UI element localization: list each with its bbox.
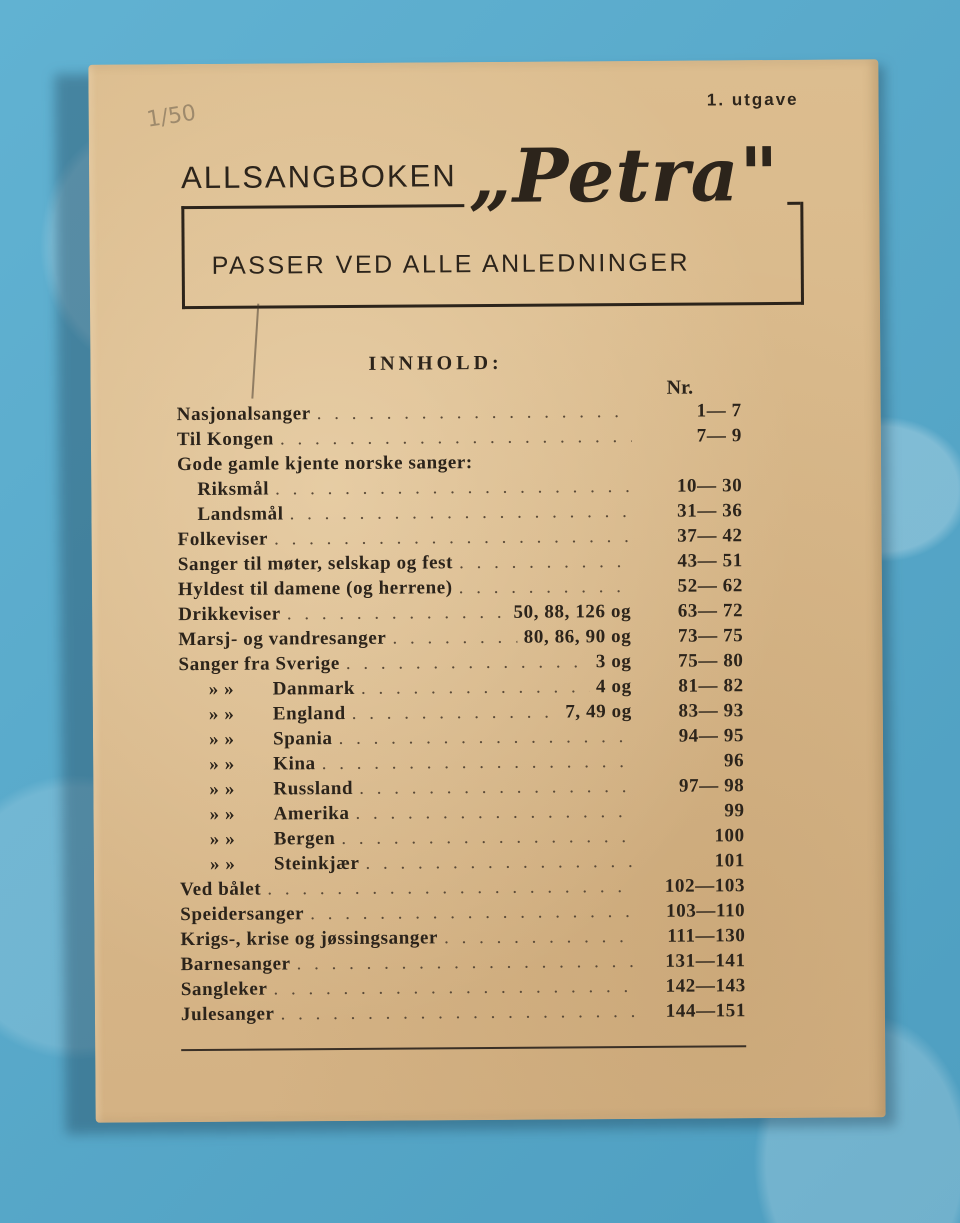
leader-dots [355,801,634,825]
book-title: „Petra" [468,131,780,221]
toc-also-numbers: 4 og [595,675,632,698]
leader-dots [275,476,632,500]
toc-title-text: Steinkjær [273,852,360,875]
toc-title-text: Bergen [273,828,336,850]
toc-title [177,452,473,476]
toc-number-range: 142—143 [665,975,746,997]
leader-dots [365,851,635,875]
toc-number-range: 31— 36 [677,500,743,522]
toc-title-text: Marsj- og vandresanger [178,627,387,651]
leader-dots [273,976,635,1001]
toc-title [179,703,346,726]
toc-number-range: 43— 51 [677,550,743,572]
toc-title [179,803,349,826]
toc-title [180,879,261,902]
toc-title [180,853,360,876]
leader-dots [280,426,632,450]
leader-dots [310,901,635,925]
ditto-mark: » » [209,778,236,800]
toc-number-range: 37— 42 [677,525,743,547]
leader-dots [359,776,634,800]
toc-title [179,778,353,801]
number-column-header: Nr. [666,376,694,399]
leader-dots [280,1001,636,1025]
toc-also-numbers: 7, 49 og [565,700,632,723]
toc-title-text: Sanger til møter, selskap og fest [177,552,454,576]
toc-title [179,728,333,751]
toc-title [180,927,438,951]
toc-title [177,403,311,426]
leader-dots [267,876,635,901]
toc-title [179,678,355,701]
toc-title-text: Sangleker [180,978,268,1001]
toc-title-text: Amerika [273,802,350,825]
toc-title-text: Folkeviser [177,528,269,551]
leader-dots [392,627,517,650]
toc-number-range: 97— 98 [678,775,745,797]
ditto-mark: » » [208,728,235,750]
leader-dots [322,751,635,775]
ditto-mark: » » [209,803,236,825]
toc-title [177,503,283,526]
leader-dots [361,676,590,700]
toc-number-range: 144—151 [665,1000,747,1022]
toc-number-range: 111—130 [667,925,746,947]
leader-dots [444,926,636,949]
bottom-rule [181,1045,746,1051]
ditto-mark: » » [208,703,235,725]
toc-title [181,979,268,1002]
leader-dots [297,951,636,975]
pen-stroke [251,304,259,399]
table-of-contents [177,400,746,1029]
toc-title-text: Krigs-, krise og jøssingsanger [180,927,439,951]
toc-title-text: Drikkeviser [178,603,281,626]
toc-title-text: Landsmål [197,503,284,526]
toc-title [178,653,340,676]
leader-dots [287,602,508,626]
toc-title-text: Spania [272,728,333,750]
ditto-mark: » » [208,678,235,700]
toc-row [181,1000,746,1029]
book-subtitle: PASSER VED ALLE ANLEDNINGER [211,248,691,280]
toc-number-range: 103—110 [666,900,746,922]
toc-title-text: Speidersanger [180,903,305,926]
toc-title [177,479,269,502]
toc-title [178,603,281,626]
toc-number-range: 99 [724,800,745,822]
toc-number-range: 73— 75 [677,625,744,647]
toc-title-text: Barnesanger [180,953,291,976]
book-cover [88,59,885,1122]
leader-dots [341,826,635,850]
toc-also-numbers: 3 og [595,650,632,673]
leader-dots [289,501,632,525]
toc-title-text: Hyldest til damene (og herrene) [177,577,453,601]
toc-title-text: Riksmål [197,478,270,501]
leader-dots [339,726,635,750]
pencil-mark: 1/50 [145,100,198,133]
toc-number-range: 75— 80 [678,650,744,672]
toc-title-text: Danmark [272,677,356,700]
toc-title-text: Julesanger [180,1003,275,1026]
toc-title-text: England [272,702,346,725]
toc-title-text: Nasjonalsanger [176,403,311,426]
title-frame-top-right [787,202,800,205]
toc-number-range: 83— 93 [678,700,744,722]
toc-number-range: 7— 9 [696,425,742,447]
toc-number-range: 81— 82 [678,675,744,697]
ditto-mark: » » [209,853,236,875]
toc-title [178,628,386,651]
leader-dots [459,576,633,599]
toc-title [177,428,274,451]
leader-dots [346,651,590,675]
toc-number-range: 102—103 [664,875,746,897]
toc-also-numbers: 80, 86, 90 og [523,625,632,648]
toc-also-numbers: 50, 88, 126 og [513,600,632,623]
toc-title [180,828,336,851]
leader-dots [274,526,633,551]
toc-title [178,552,453,576]
edition-label: 1. utgave [706,89,799,110]
toc-title-text: Russland [273,777,354,800]
toc-title [181,1003,275,1026]
toc-number-range: 94— 95 [678,725,745,747]
contents-heading: INNHOLD: [368,351,503,375]
toc-title-text: Til Kongen [176,428,274,451]
toc-number-range: 10— 30 [676,475,743,497]
leader-dots [459,551,633,574]
ditto-mark: » » [209,753,235,775]
toc-title [180,903,304,926]
leader-dots [317,401,632,425]
toc-title-text: Sanger fra Sverige [178,653,340,676]
toc-number-range: 63— 72 [677,600,744,622]
toc-title-text: Gode gamle kjente norske sanger: [177,452,473,476]
toc-title [178,529,269,552]
toc-number-range: 96 [723,750,745,772]
toc-number-range: 131—141 [665,950,746,972]
toc-number-range: 52— 62 [677,575,744,597]
ditto-mark: » » [209,828,236,850]
toc-number-range: 100 [714,825,745,847]
leader-dots [352,701,560,724]
toc-title [178,577,453,601]
toc-title-text: Kina [273,753,316,775]
toc-title-text: Ved bålet [180,878,262,901]
toc-number-range: 101 [714,850,745,872]
book-pretitle: ALLSANGBOKEN [180,158,457,196]
toc-title [179,753,316,776]
toc-number-range: 1— 7 [696,400,742,422]
toc-title [181,953,291,976]
